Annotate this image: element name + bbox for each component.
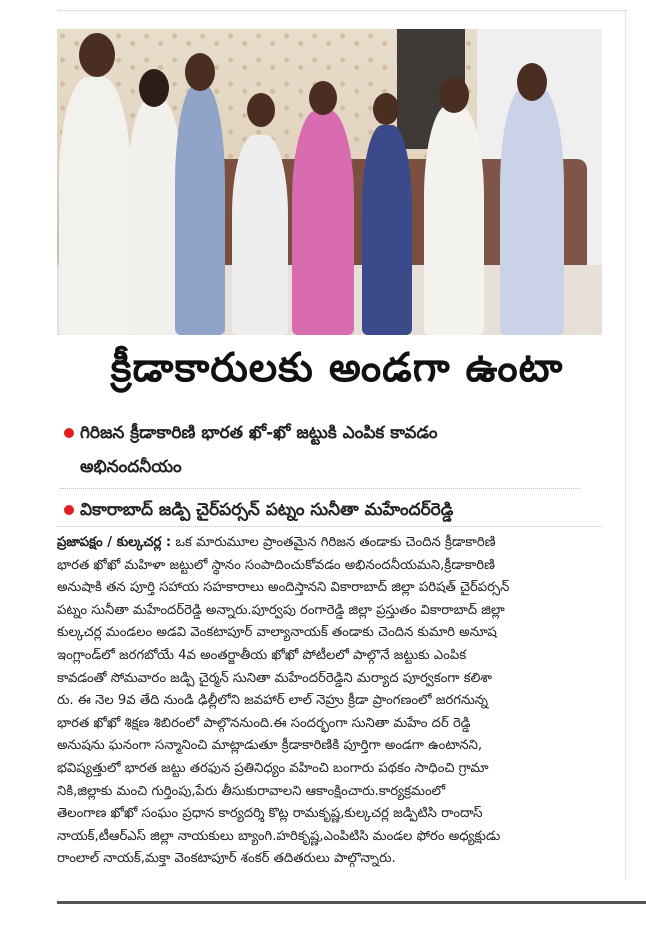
person-8 (500, 85, 564, 335)
person-3 (175, 85, 225, 335)
red-bullet-icon (64, 505, 74, 515)
article-line-1 (57, 532, 605, 555)
article-line-14: నాయక్,టీఆర్ఎస్ జిల్లా నాయకులు బ్యాంగి.హరికృష్ణ,ఎంపిటిసి మండల ఫోరం అధ్యక్షుడు (57, 828, 501, 844)
article-body (57, 532, 605, 871)
sub-headlines (60, 416, 600, 527)
bottom-rule (57, 901, 646, 904)
person-5-saree (292, 110, 354, 335)
article-line-10: అనుషను ఘనంగా సన్మానించి మాట్లాడుతూ క్రీడాకారిణికి పూర్తిగా అండగా ఉంటానని, (57, 738, 483, 754)
person-2-head (139, 69, 169, 107)
article-line-6: ఇంగ్లాండ్‌లో జరగబోయే 4వ అంతర్జాతీయ ఖోఖో పోటీలలో పాల్గొనే జట్టుకు ఎంపిక (57, 647, 467, 663)
article-line-12: నికి,జిల్లాకు మంచి గుర్తింపు,పేరు తీసుకురావాలని ఆకాంక్షించారు.కార్యక్రమంలో (57, 783, 446, 799)
person-6-athlete (362, 125, 412, 335)
sub-headline-1 (60, 416, 600, 484)
person-5-head (309, 81, 337, 115)
top-dotted-rule (57, 10, 627, 11)
person-7-head (439, 77, 469, 113)
person-7 (424, 105, 484, 335)
column-divider (625, 10, 626, 880)
headline: క్రీడాకారులకు అండగా ఉంటా (110, 345, 564, 391)
body-dotted-rule (57, 526, 602, 527)
article-line-3: అనుషాకి తన పూర్తి సహాయ సహకారాలు అందిస్తానని వికారాబాద్ జిల్లా పరిషత్ చైర్‌పర్సన్ (57, 580, 510, 596)
article-line-11: భవిష్యత్తులో భారత జట్టు తరఫున ప్రతినిధ్యం వహించి బంగారు పథకం సాధించి గ్రామా (57, 760, 489, 776)
sub-headline-1-line-2: అభినందనీయం (80, 457, 182, 477)
article-line-2: భారత ఖోఖో మహిళా జట్టులో స్థానం సంపాదించుకోవడం అభినందనీయమని,క్రీడాకారిణి (57, 557, 495, 573)
person-3-head (185, 53, 215, 91)
person-8-head (517, 63, 547, 101)
red-bullet-icon (64, 428, 74, 438)
article-line-13: తెలంగాణ ఖోఖో సంఘం ప్రధాన కార్యదర్శి కొట్ల రామకృష్ణ,కుల్కచర్ల జడ్పిటిసి రాందాస్ (57, 806, 483, 822)
sub-headline-separator (60, 488, 580, 489)
article-line-5: కుల్కచర్ల మండలం అడవి వెంకటాపూర్ వాల్యానాయక్ తండాకు చెందిన కుమారి అనూష (57, 625, 497, 641)
person-1 (59, 77, 131, 335)
article-line-9: భారత ఖోఖో శిక్షణ శిబిరంలో పాల్గొననుంది.ఈ సందర్భంగా సునితా మహేం దర్ రెడ్డి (57, 715, 471, 731)
article-line-15: రాంలాల్ నాయక్,మక్తా వెంకటాపూర్ శంకర్ తదితరులు పాల్గొన్నారు. (57, 851, 396, 867)
article-line-1-text: ఒక మారుమూల ప్రాంతమైన గిరిజన తండాకు చెందిన క్రీడాకారిణి (175, 535, 496, 550)
article-line-8: రు. ఈ నెల 9వ తేది నుండి ఢిల్లీలోని జవహార్ లాల్ నెహ్రు క్రీడా ప్రాంగణంలో జరగనున్న (57, 693, 488, 709)
sub-headline-1-line-1: గిరిజన క్రీడాకారిణి భారత ఖో-ఖో జట్టుకి ఎంపిక కావడం (80, 423, 438, 443)
person-4 (232, 135, 288, 335)
person-1-head (79, 33, 115, 77)
sub-headline-2-line-1: వికారాబాద్ జడ్పి చైర్‌పర్సన్ పట్నం సునీతా మహేందర్‌రెడ్డి (80, 500, 454, 520)
dateline: ప్రజాపక్షం / కుల్కచర్ల : (57, 535, 172, 550)
article-line-7: కావడంతో సోమవారం జడ్పి చైర్మన్ సునితా మహేందర్‌రెడ్డిని మర్యాద పూర్వకంగా కలిశా (57, 670, 492, 686)
person-6-head (373, 93, 399, 125)
article-line-4: పట్నం సునీతా మహేందర్‌రెడ్డి అన్నారు.పూర్వపు రంగారెడ్డి జిల్లా ప్రస్తుతం వికారాబాద్ జిల్లా (57, 602, 505, 618)
news-photo (57, 29, 602, 335)
sub-headline-2 (60, 493, 600, 527)
person-4-head (247, 93, 275, 127)
